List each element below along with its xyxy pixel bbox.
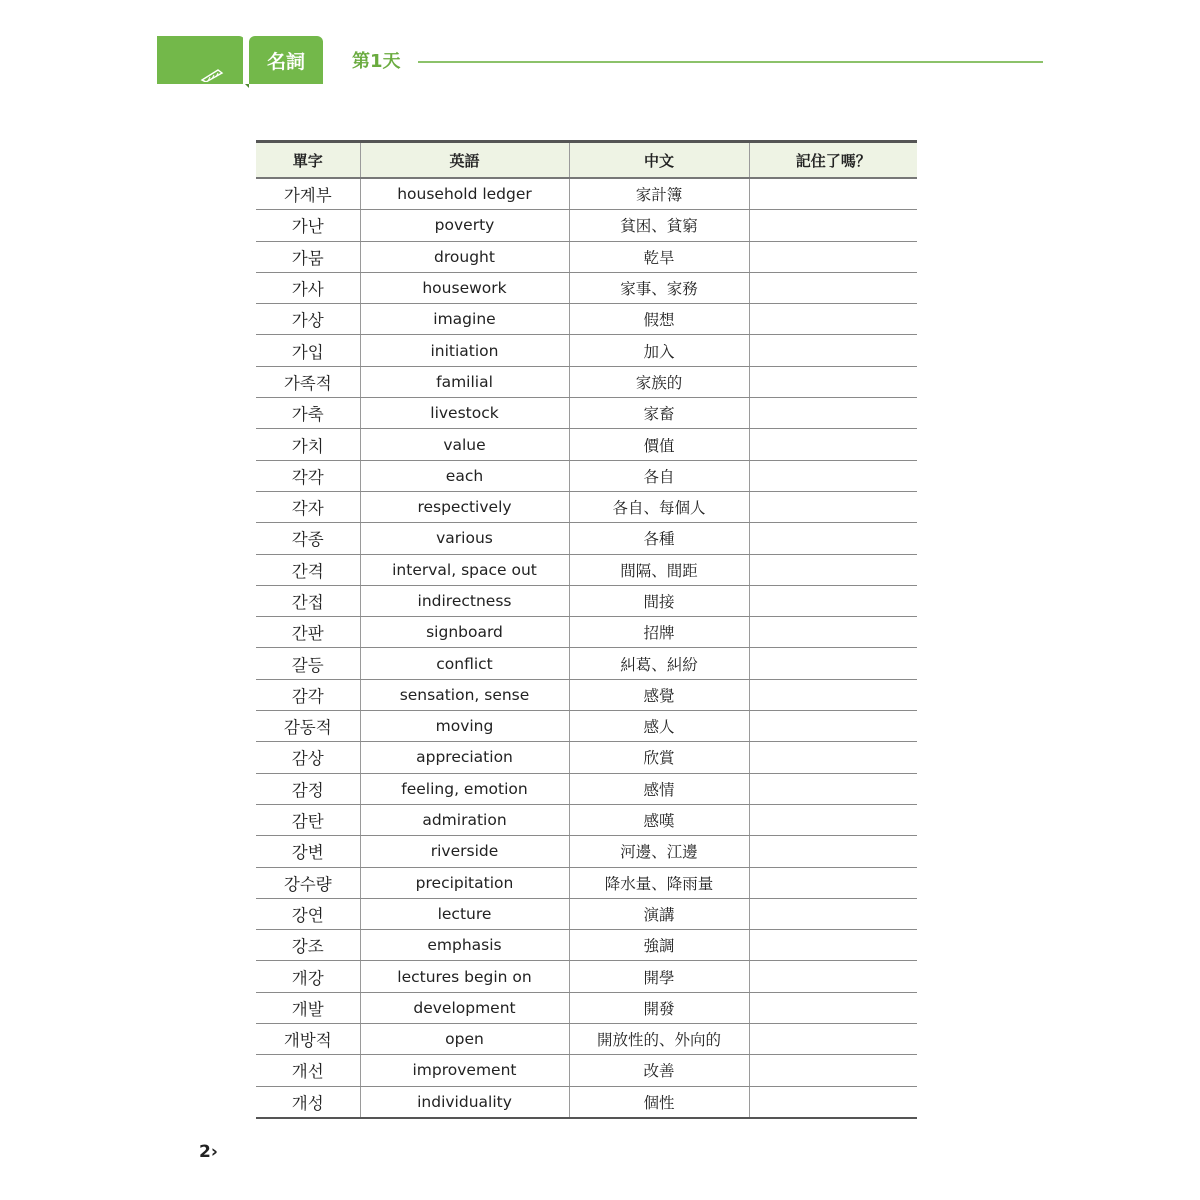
table-row [256,804,917,835]
day-label: 第1天 [352,51,401,72]
cell-english: signboard [360,617,569,648]
cell-english: familial [360,366,569,397]
table-row [256,523,917,554]
cell-english: livestock [360,398,569,429]
cell-korean: 감정 [256,773,360,804]
cell-english: precipitation [360,867,569,898]
cell-english: sensation, sense [360,679,569,710]
table-row [256,930,917,961]
header-memorized: 記住了嗎？ [749,142,917,179]
cell-chinese: 開發 [569,992,749,1023]
table-row [256,711,917,742]
cell-chinese: 強調 [569,930,749,961]
table-row [256,867,917,898]
cell-korean: 가축 [256,398,360,429]
cell-memorized[interactable] [749,773,917,804]
cell-english: moving [360,711,569,742]
cell-chinese: 家族的 [569,366,749,397]
cell-korean: 가족적 [256,366,360,397]
cell-memorized[interactable] [749,585,917,616]
cell-memorized[interactable] [749,836,917,867]
cell-chinese: 家事、家務 [569,272,749,303]
cell-chinese: 家畜 [569,398,749,429]
cell-korean: 감각 [256,679,360,710]
cell-korean: 강수량 [256,867,360,898]
cell-chinese: 加入 [569,335,749,366]
vocabulary-table [256,140,917,1119]
table-row [256,460,917,491]
cell-memorized[interactable] [749,366,917,397]
cell-korean: 감동적 [256,711,360,742]
cell-korean: 개선 [256,1055,360,1086]
cell-korean: 각자 [256,491,360,522]
cell-chinese: 欣賞 [569,742,749,773]
cell-chinese: 感情 [569,773,749,804]
table-row [256,1055,917,1086]
table-row [256,178,917,210]
cell-korean: 간격 [256,554,360,585]
cell-english: indirectness [360,585,569,616]
cell-korean: 간접 [256,585,360,616]
category-tab [249,36,323,84]
cell-memorized[interactable] [749,523,917,554]
table-body [256,178,917,1118]
cell-chinese: 間接 [569,585,749,616]
cell-chinese: 價值 [569,429,749,460]
cell-chinese: 感嘆 [569,804,749,835]
cell-korean: 간판 [256,617,360,648]
cell-english: feeling, emotion [360,773,569,804]
cell-chinese: 開學 [569,961,749,992]
cell-memorized[interactable] [749,304,917,335]
table-row [256,679,917,710]
cell-memorized[interactable] [749,272,917,303]
cell-english: initiation [360,335,569,366]
cell-korean: 가치 [256,429,360,460]
cell-english: poverty [360,210,569,241]
cell-chinese: 家計簿 [569,178,749,210]
cell-english: value [360,429,569,460]
cell-korean: 강연 [256,898,360,929]
page-number-value: 2 [199,1142,211,1162]
cell-chinese: 招牌 [569,617,749,648]
cell-memorized[interactable] [749,711,917,742]
cell-english: each [360,460,569,491]
table-row [256,585,917,616]
cell-english: interval, space out [360,554,569,585]
cell-english: drought [360,241,569,272]
cell-chinese: 各自、每個人 [569,491,749,522]
cell-english: improvement [360,1055,569,1086]
cell-memorized[interactable] [749,930,917,961]
pencil-icon [200,66,226,82]
table-row [256,398,917,429]
cell-korean: 가뭄 [256,241,360,272]
header-english: 英語 [360,142,569,179]
cell-korean: 가상 [256,304,360,335]
cell-english: conflict [360,648,569,679]
cell-memorized[interactable] [749,210,917,241]
cell-chinese: 河邊、江邊 [569,836,749,867]
cell-chinese: 開放性的、外向的 [569,1024,749,1055]
cell-memorized[interactable] [749,804,917,835]
cell-korean: 가난 [256,210,360,241]
cell-english: lecture [360,898,569,929]
cell-memorized[interactable] [749,617,917,648]
table-row [256,648,917,679]
cell-english: various [360,523,569,554]
header-chinese: 中文 [569,142,749,179]
cell-english: household ledger [360,178,569,210]
cell-korean: 가계부 [256,178,360,210]
cell-memorized[interactable] [749,554,917,585]
table-row [256,366,917,397]
cell-korean: 갈등 [256,648,360,679]
cell-english: appreciation [360,742,569,773]
cell-memorized[interactable] [749,178,917,210]
table-row [256,272,917,303]
table-row [256,554,917,585]
table-row [256,992,917,1023]
table-row [256,429,917,460]
page-number [199,1142,218,1162]
table-header-row [256,142,917,179]
cell-korean: 개강 [256,961,360,992]
cell-english: emphasis [360,930,569,961]
cell-korean: 개성 [256,1086,360,1118]
table-row [256,617,917,648]
cell-memorized[interactable] [749,1086,917,1118]
cell-chinese: 個性 [569,1086,749,1118]
cell-memorized[interactable] [749,648,917,679]
cell-memorized[interactable] [749,398,917,429]
cell-english: development [360,992,569,1023]
cell-chinese: 貧困、貧窮 [569,210,749,241]
table-row [256,773,917,804]
cell-english: admiration [360,804,569,835]
cell-memorized[interactable] [749,742,917,773]
cell-korean: 감상 [256,742,360,773]
cell-chinese: 各種 [569,523,749,554]
cell-chinese: 乾旱 [569,241,749,272]
table-row [256,898,917,929]
cell-english: housework [360,272,569,303]
cell-chinese: 假想 [569,304,749,335]
cell-korean: 각종 [256,523,360,554]
cell-korean: 감탄 [256,804,360,835]
cell-memorized[interactable] [749,1024,917,1055]
cell-memorized[interactable] [749,460,917,491]
cell-korean: 개발 [256,992,360,1023]
cell-english: imagine [360,304,569,335]
cell-korean: 강변 [256,836,360,867]
cell-english: lectures begin on [360,961,569,992]
cell-korean: 가입 [256,335,360,366]
header-rule [418,61,1043,63]
table-row [256,742,917,773]
cell-memorized[interactable] [749,335,917,366]
table-row [256,1086,917,1118]
cell-english: respectively [360,491,569,522]
table-row [256,304,917,335]
cell-korean: 개방적 [256,1024,360,1055]
header-korean: 單字 [256,142,360,179]
tab-fold-decoration [245,84,249,88]
cell-korean: 강조 [256,930,360,961]
table-row [256,1024,917,1055]
cell-chinese: 演講 [569,898,749,929]
cell-chinese: 感覺 [569,679,749,710]
cell-korean: 각각 [256,460,360,491]
table-row [256,241,917,272]
cell-memorized[interactable] [749,429,917,460]
page-arrow-icon: › [210,1142,218,1162]
table-row [256,961,917,992]
table-row [256,335,917,366]
cell-english: riverside [360,836,569,867]
cell-chinese: 間隔、間距 [569,554,749,585]
cell-memorized[interactable] [749,992,917,1023]
table-row [256,210,917,241]
cell-korean: 가사 [256,272,360,303]
table-row [256,491,917,522]
cell-memorized[interactable] [749,1055,917,1086]
cell-english: individuality [360,1086,569,1118]
table-row [256,836,917,867]
cell-chinese: 改善 [569,1055,749,1086]
cell-english: open [360,1024,569,1055]
category-label: 名詞 [266,50,305,73]
cell-chinese: 感人 [569,711,749,742]
cell-chinese: 各自 [569,460,749,491]
cell-memorized[interactable] [749,491,917,522]
cell-memorized[interactable] [749,867,917,898]
cell-memorized[interactable] [749,961,917,992]
cell-memorized[interactable] [749,898,917,929]
cell-chinese: 糾葛、糾紛 [569,648,749,679]
cell-memorized[interactable] [749,241,917,272]
cell-chinese: 降水量、降雨量 [569,867,749,898]
cell-memorized[interactable] [749,679,917,710]
